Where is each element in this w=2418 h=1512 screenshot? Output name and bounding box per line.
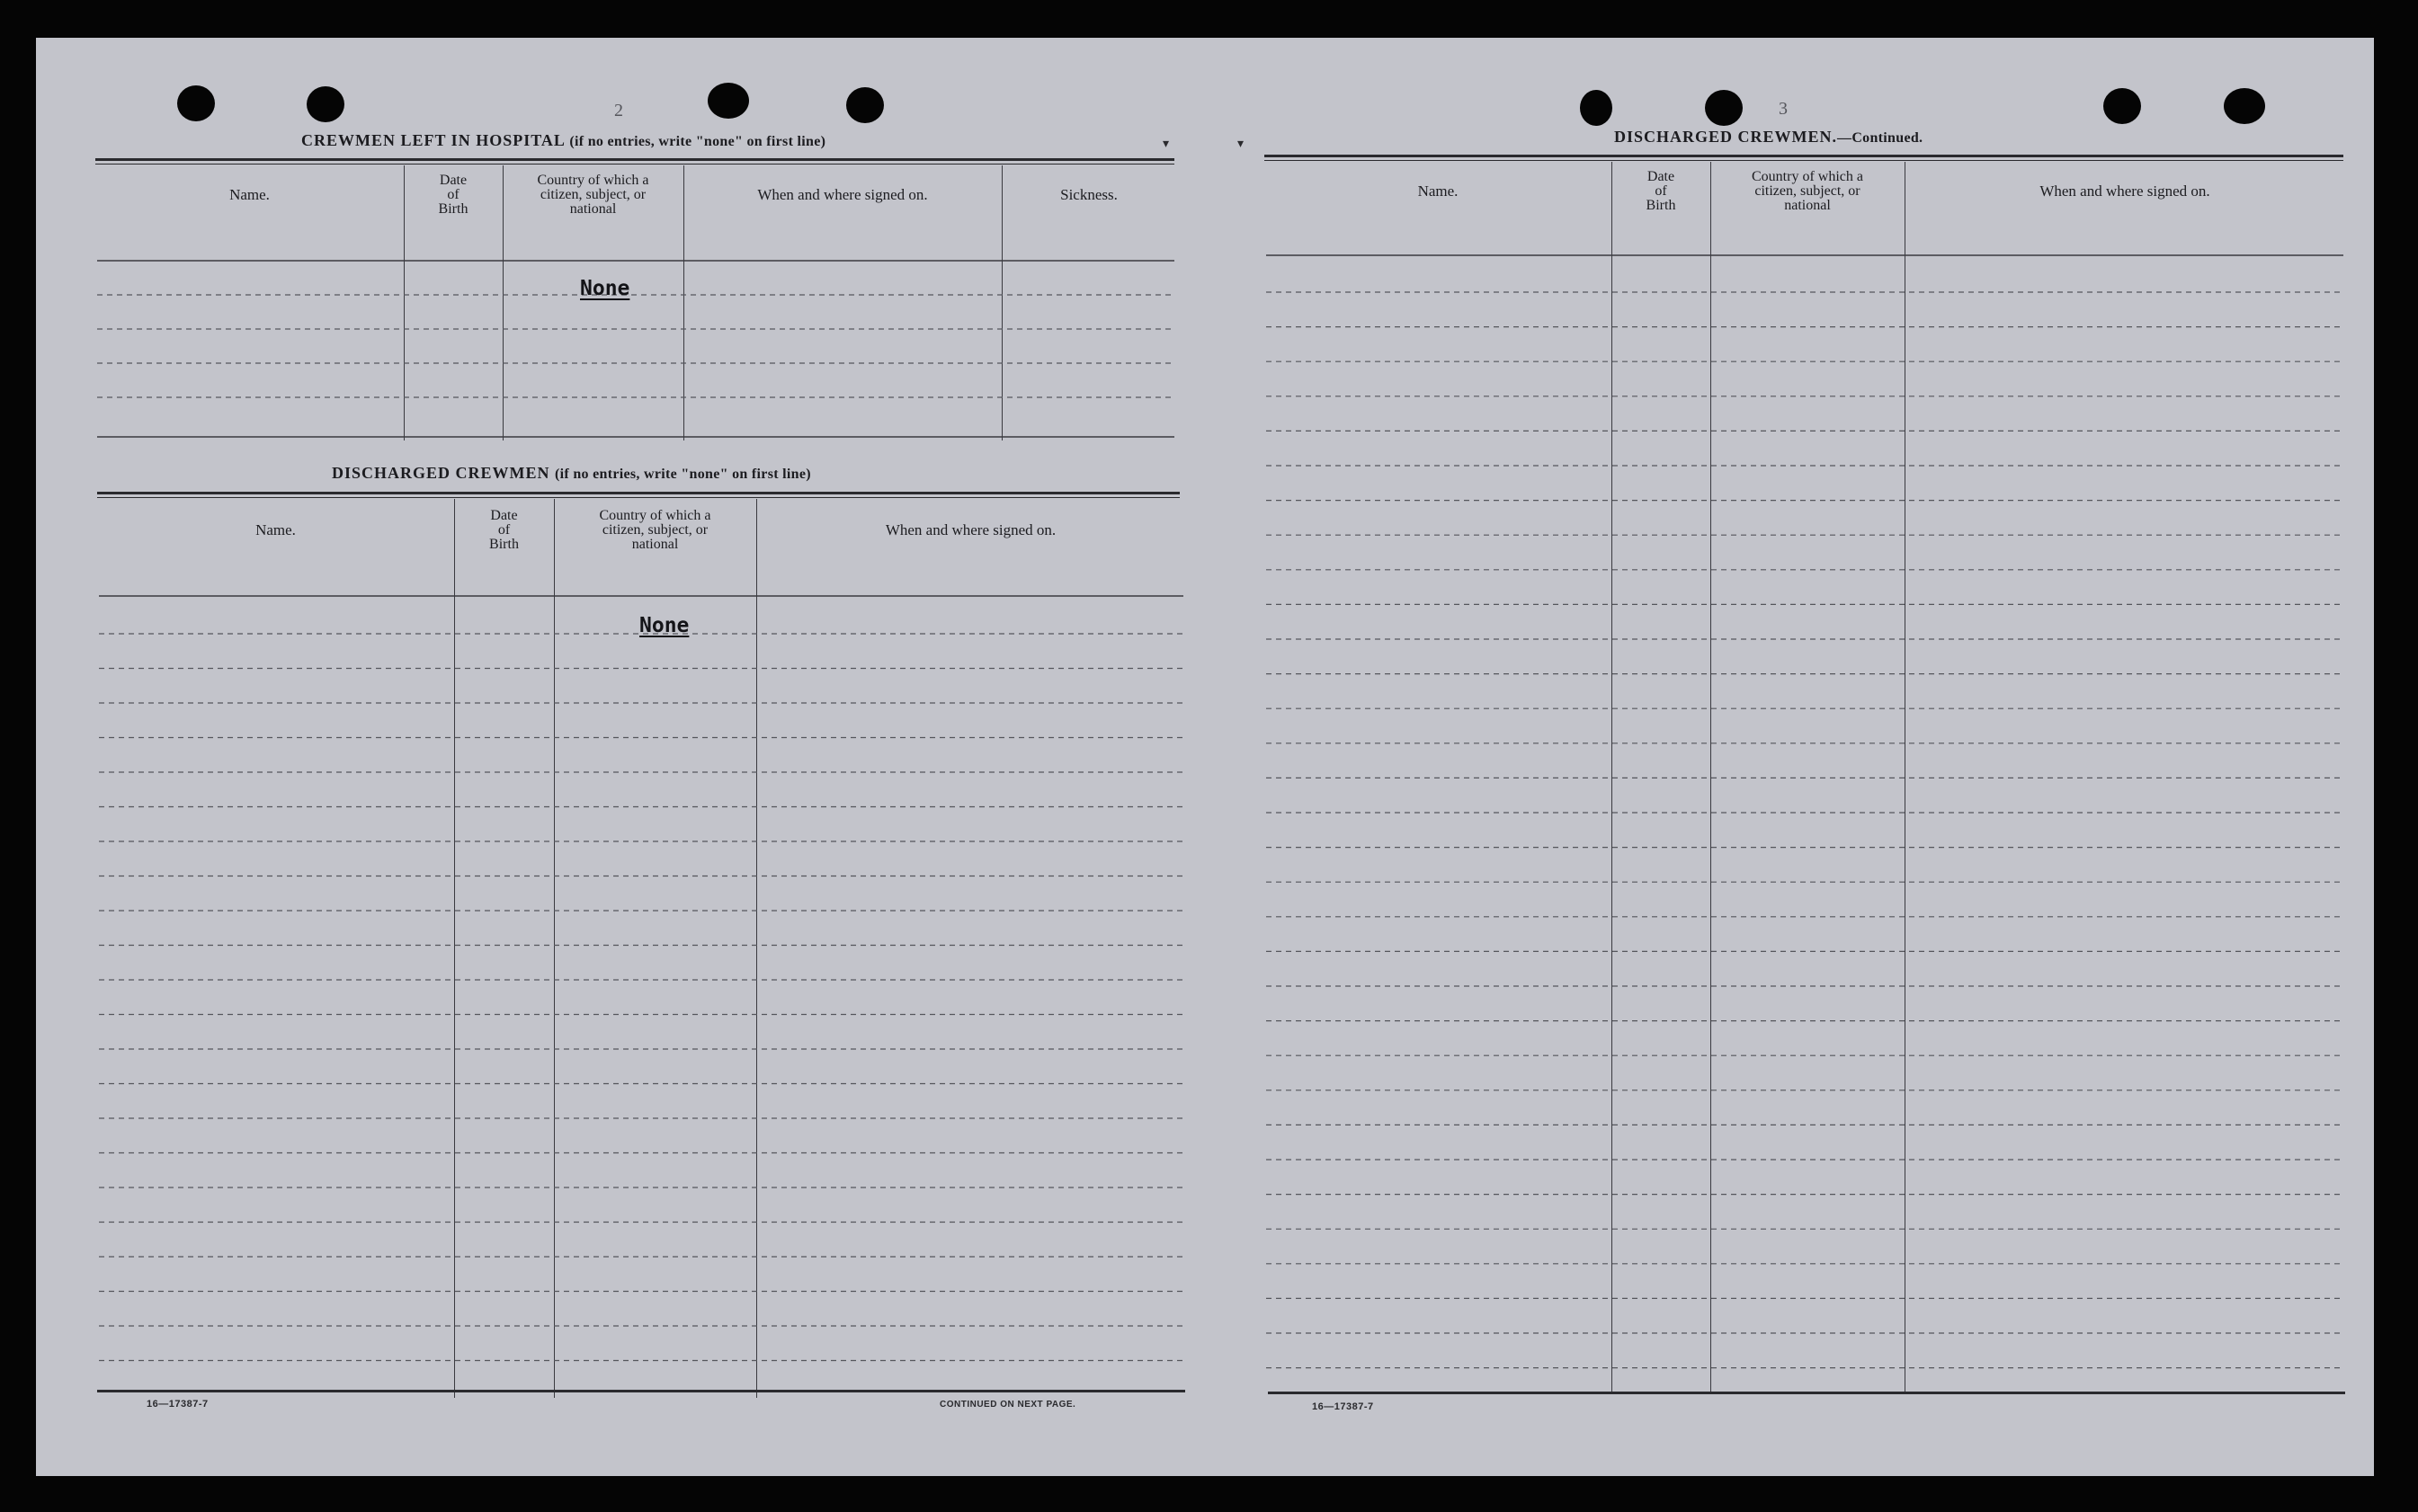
right-bottom-rule [1268, 1392, 2345, 1394]
hospital-table [95, 165, 1176, 440]
punch-hole-icon [2224, 88, 2265, 124]
hospital-top-rule [95, 158, 1174, 161]
right-top-rule-thin [1264, 160, 2343, 161]
column-header-name: Name. [1417, 182, 1459, 200]
column-header-name: Name. [255, 521, 296, 538]
page-number-right: 3 [1779, 99, 1788, 119]
discharged-top-rule-thin [97, 497, 1180, 498]
discharged-right-ruled-lines [1264, 162, 2345, 1393]
column-header-signed-on: When and where signed on. [885, 521, 1057, 538]
column-header-country: Country of which a citizen, subject, or national [1752, 169, 1863, 213]
discharged-continued-text: DISCHARGED CREWMEN. [1614, 128, 1838, 146]
discharged-section-title [332, 464, 811, 483]
punch-hole-icon [708, 83, 749, 119]
punch-hole-icon [1705, 90, 1743, 126]
hospital-title-text: CREWMEN LEFT IN HOSPITAL [301, 131, 565, 149]
discharged-table-left [97, 499, 1185, 1398]
page-number-left: 2 [614, 101, 623, 120]
column-header-name: Name. [229, 186, 270, 203]
discharged-title-note: (if no entries, write "none" on first line) [555, 467, 811, 482]
hospital-ruled-lines [95, 165, 1176, 440]
form-sheet [36, 38, 2374, 1476]
fold-mark-icon: ▾ [1237, 138, 1245, 151]
hospital-top-rule-thin [95, 164, 1174, 165]
punch-hole-icon [2103, 88, 2141, 124]
hospital-entry-none: None [580, 277, 630, 300]
discharged-continued-suffix: —Continued. [1837, 130, 1923, 146]
right-top-rule [1264, 155, 2343, 157]
footer-form-code-right: 16—17387-7 [1312, 1401, 1374, 1412]
column-header-signed-on: When and where signed on. [2039, 182, 2210, 200]
discharged-entry-none: None [639, 614, 690, 637]
discharged-table-right [1264, 162, 2345, 1393]
punch-hole-icon [177, 85, 215, 121]
column-header-country: Country of which a citizen, subject, or national [599, 508, 711, 552]
column-header-date-of-birth: Date of Birth [489, 508, 519, 552]
hospital-section-title [301, 131, 825, 150]
fold-mark-icon: ▾ [1163, 138, 1170, 151]
column-header-sickness: Sickness. [1060, 186, 1118, 203]
punch-hole-icon [307, 86, 344, 122]
column-header-date-of-birth: Date of Birth [438, 173, 468, 217]
column-header-signed-on: When and where signed on. [757, 186, 928, 203]
column-header-date-of-birth: Date of Birth [1646, 169, 1676, 213]
column-header-country: Country of which a citizen, subject, or national [537, 173, 649, 217]
discharged-continued-title [1614, 128, 1923, 147]
discharged-title-text: DISCHARGED CREWMEN [332, 464, 550, 482]
footer-form-code-left: 16—17387-7 [147, 1399, 209, 1410]
left-bottom-rule [97, 1390, 1185, 1392]
punch-hole-icon [846, 87, 884, 123]
punch-hole-icon [1580, 90, 1612, 126]
discharged-top-rule [97, 492, 1180, 494]
footer-continued: CONTINUED ON NEXT PAGE. [940, 1400, 1076, 1410]
hospital-title-note: (if no entries, write "none" on first line) [569, 134, 826, 149]
